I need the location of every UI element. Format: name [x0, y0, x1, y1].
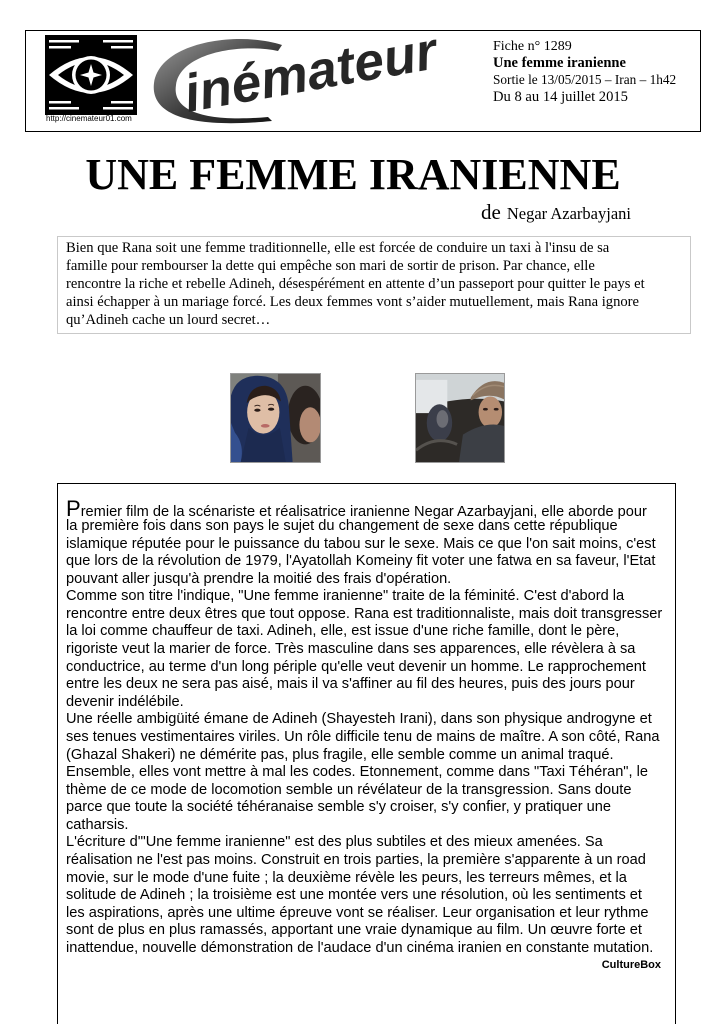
- header-box: [25, 21, 701, 132]
- review-line: pouvant aller jusqu'à prendre la moitié des frais d'opération.: [66, 570, 452, 587]
- director-name: Negar Azarbayjani: [506, 204, 631, 223]
- review-line: parce que toute la société téhéranaise semble s'y croiser, s'y confier, y pratiquer une: [66, 799, 612, 816]
- synopsis-text: [66, 239, 645, 329]
- review-line: inattendue, nouvelle démonstration de l'audace d'un cinéma iranien en constante mutation.: [66, 939, 654, 956]
- synopsis-line: qu’Adineh cache un lourd secret…: [66, 312, 271, 328]
- review-line: devenir indélébile.: [66, 693, 184, 710]
- fiche-number: Fiche n° 1289: [493, 39, 572, 54]
- review-line: réalisation ne l'est pas moins. Construit en trois parties, la première s'apparente à un road: [66, 851, 646, 868]
- synopsis-line: Bien que Rana soit une femme traditionnelle, elle est forcée de conduire un taxi à l'insu de sa: [66, 240, 610, 256]
- logo-wordmark: inémateur: [179, 21, 442, 124]
- review-line: Ensemble, elles vont mettre à mal les codes. Etonnement, comme dans "Taxi Téhéran", le: [66, 764, 648, 781]
- synopsis-line: rencontre la riche et rebelle Adineh, désespérément en attente d’un passeport pour quitter le pays et: [66, 276, 645, 292]
- review-line: les aspirations, après une ultime épreuve vont se réaliser. Leur organisation et leur rythme: [66, 904, 649, 921]
- screening-dates: Du 8 au 14 juillet 2015: [493, 89, 628, 105]
- review-line: rencontre entre deux êtres que tout oppose. Rana est traditionnaliste, mais doit transgresser: [66, 605, 663, 622]
- review-line: Une réelle ambigüité émane de Adineh (Shayesteh Irani), dans son physique androgyne et: [66, 711, 652, 728]
- review-line: la première fois dans son pays le sujet du changement de sexe dans cette république: [66, 518, 618, 534]
- review-text: [66, 496, 663, 975]
- review-paragraph: [66, 711, 661, 834]
- review-line: movie, sur le mode d'une fuite ; la deuxième révèle les peurs, les terreurs mêmes, et la: [66, 869, 627, 886]
- review-source: CultureBox: [601, 959, 661, 972]
- page-title: UNE FEMME IRANIENNE: [85, 150, 621, 199]
- film-title-small: Une femme iranienne: [493, 55, 626, 71]
- review-line: L'écriture d'"Une femme iranienne" est des plus subtiles et des mieux amenées. Sa: [66, 834, 603, 851]
- synopsis-box: [57, 236, 691, 334]
- review-line: conductrice, au terme d'un long périple qu'elle veut devenir un homme. Le rapprochement: [66, 658, 646, 675]
- review-line: ses tenues vestimentaires viriles. Un rôle difficile tenu de mains de maître. A son côté, Rana: [66, 728, 660, 745]
- review-line: thème de ce mode de locomotion semble un révélateur de la transgression. Sans doute: [66, 781, 632, 798]
- synopsis-line: famille pour rembourser la dette qui empêche son mari de sortir de prison. Par chance, elle: [66, 258, 595, 274]
- review-line: solitude de Adineh ; la troisième est une montée vers une résolution, où les sentiments et: [66, 887, 642, 904]
- cinemateur-eye-logo: [45, 35, 137, 115]
- review-line: que lors de la révolution de 1979, l'Ayatollah Komeiny fit voter une fatwa en sa faveur, l'Etat: [66, 553, 656, 570]
- review-line: sont de plus en plus ramassés, apportant une vraie dynamique au film. Un œuvre forte et: [66, 922, 642, 939]
- film-still-2: [415, 373, 505, 463]
- synopsis-line: ainsi échapper à un mariage forcé. Les deux femmes vont s’aider mutuellement, mais Rana ignore: [66, 294, 639, 310]
- review-line: Premier film de la scénariste et réalisatrice iranienne Negar Azarbayjani, elle aborde pour: [66, 496, 647, 521]
- director-prefix: de: [481, 200, 501, 224]
- review-line: Comme son titre l'indique, "Une femme iranienne" traite de la féminité. C'est d'abord la: [66, 588, 625, 605]
- review-line: rigoriste veut la marier de force. Très masculine dans ses apparences, elle révèlera à sa: [66, 641, 636, 658]
- director-line: [481, 202, 631, 225]
- review-line: islamique réputée pour le puissance du tabou sur le sexe. Mais ce que l'on sait moins, c'est: [66, 535, 656, 552]
- release-info: Sortie le 13/05/2015 – Iran – 1h42: [493, 72, 677, 87]
- review-line: la loi comme chauffeur de taxi. Adineh, elle, est issue d'une riche famille, dont le père,: [66, 623, 620, 640]
- review-paragraph: [66, 588, 661, 711]
- logo-url: http://cinemateur01.com: [46, 114, 132, 123]
- review-paragraph: [66, 496, 661, 588]
- review-line: (Ghazal Shakeri) ne démérite pas, plus fragile, elle semble comme un animal traqué.: [66, 746, 614, 763]
- review-line: entre les deux ne sera pas aisé, mais il va s'affiner au fil des heures, puis des jours pour: [66, 676, 635, 693]
- film-still-1: [230, 373, 321, 463]
- review-paragraph: [66, 834, 661, 957]
- review-line: catharsis.: [66, 816, 129, 833]
- review-box: [57, 483, 676, 1024]
